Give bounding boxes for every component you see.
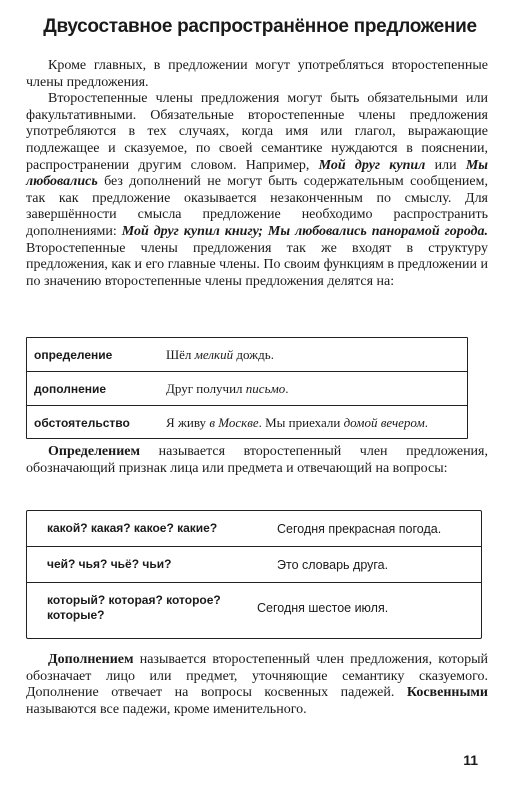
table-row — [27, 338, 467, 372]
example-text: Я живу — [166, 414, 210, 430]
term-cell: определение — [34, 347, 113, 362]
table-row — [27, 583, 481, 632]
table-row — [27, 547, 481, 583]
definition-attribute — [26, 444, 488, 477]
term-cell: дополнение — [34, 381, 107, 396]
definition-text: называется второстепенный член предложения, обозначающий признак лица или предмета и отвечающий на вопросы: — [26, 444, 488, 476]
intro-text-part: Второстепенные члены предложения так же входят в структуру предложения, как и его главные члены. По своим функциям в предложении и по значению второстепенные члены предложения делятся на: — [26, 240, 488, 289]
defined-term: Дополнением — [48, 652, 134, 667]
term-cell: обстоятельство — [34, 415, 130, 430]
table-row — [27, 511, 481, 547]
definition-object — [26, 652, 488, 718]
example-text: Шёл — [166, 346, 195, 362]
questions-cell: какой? какая? какое? какие? — [47, 521, 218, 535]
example-highlight: письмо — [245, 380, 286, 396]
members-table — [26, 337, 468, 439]
intro-text-part: Второстепенные члены предложения могут быть обязательными или факультативными. Обязательные второстепенные члены предложения употребляются в тех случаях, когда имя или глагол, выражающие подлежащее и сказуемое, по своей семантике нуждаются в пояснении, распространении другим словом. Например, — [26, 91, 488, 173]
intro-paragraph-1: Кроме главных, в предложении могут употребляться второстепенные члены предложения. — [26, 58, 488, 90]
example-text: дождь. — [233, 346, 274, 362]
questions-cell: который? которая? которое? которые? — [47, 592, 221, 622]
example-cell: Сегодня шестое июля. — [257, 600, 389, 615]
example-cell — [156, 415, 467, 431]
example-highlight: домой вечером — [343, 414, 425, 430]
example-phrase: Мой друг купил книгу; Мы любовались панорамой города. — [121, 223, 488, 239]
page-title: Двусоставное распространённое предложение — [43, 16, 477, 37]
defined-term: Определением — [48, 444, 141, 459]
defined-term: Косвенными — [406, 685, 488, 701]
intro-text — [26, 58, 488, 290]
example-cell: Сегодня прекрасная погода. — [277, 521, 442, 536]
example-phrase: Мой друг купил — [318, 157, 426, 173]
questions-table — [26, 510, 482, 639]
example-cell — [156, 347, 467, 363]
definition-paragraph — [26, 444, 488, 477]
example-text: . — [424, 414, 428, 430]
example-highlight: в Москве — [209, 414, 259, 430]
intro-paragraph-2 — [26, 91, 488, 290]
page-number: 11 — [463, 752, 478, 768]
example-text: Друг получил — [166, 380, 246, 396]
table-row — [27, 372, 467, 406]
questions-cell: чей? чья? чьё? чьи? — [47, 557, 172, 571]
intro-text-part: без дополнений не могут быть содержательным сообщением, так как предложение оказывается незаконченным по смыслу. Для завершённости смысла предложение необходимо распространить дополнениями: — [26, 174, 488, 239]
definition-text: называется второстепенный член предложения, который обозначает лицо или предмет, уточняющие семантику сказуемого. Дополнение отвечает на вопросы косвенных падежей. — [26, 652, 488, 701]
example-text: . Мы приехали — [258, 414, 344, 430]
example-cell — [156, 381, 467, 397]
example-text: . — [285, 380, 289, 396]
example-phrase: Мы любовались — [26, 157, 488, 190]
table-row — [27, 406, 467, 439]
definition-text: называются все падежи, кроме именительного. — [26, 701, 307, 717]
definition-paragraph — [26, 652, 488, 718]
intro-text-part: или — [425, 157, 466, 173]
example-cell: Это словарь друга. — [277, 557, 389, 572]
example-highlight: мелкий — [194, 346, 234, 362]
